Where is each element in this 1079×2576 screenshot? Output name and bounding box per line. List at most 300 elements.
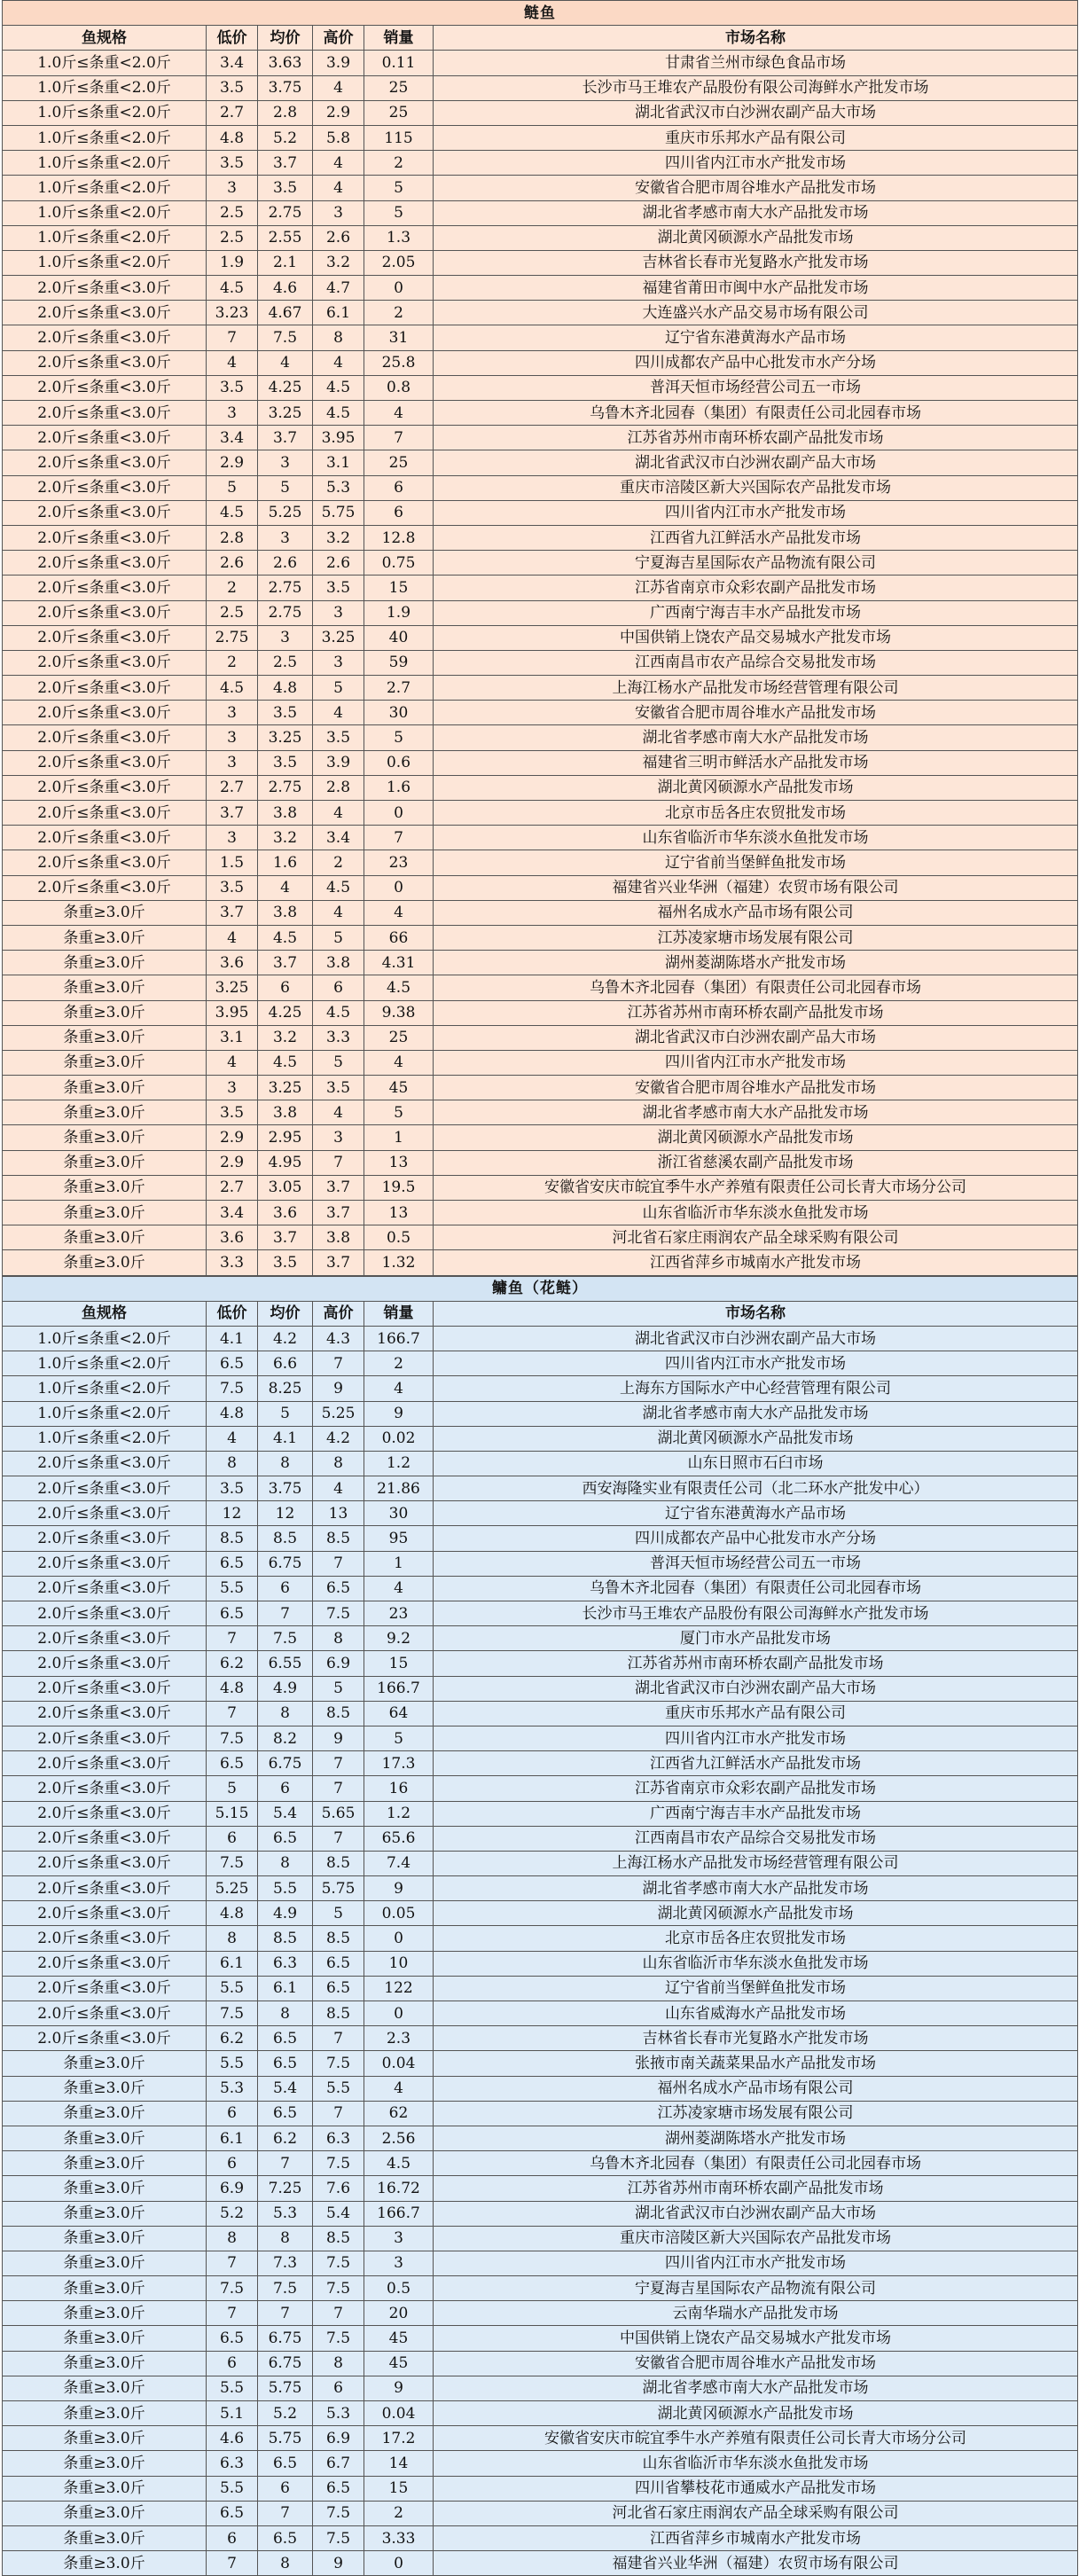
- cell-volume: 6: [364, 500, 434, 525]
- cell-low: 6: [207, 1826, 258, 1851]
- cell-low: 4.1: [207, 1326, 258, 1351]
- table-header-row: [3, 1301, 1078, 1326]
- cell-volume: 1.32: [364, 1250, 434, 1275]
- cell-spec: 2.0斤≤条重<3.0斤: [3, 1476, 207, 1501]
- cell-volume: 25: [364, 1025, 434, 1050]
- cell-market: 四川省内江市水产批发市场: [434, 2251, 1078, 2275]
- table-row: [3, 2351, 1078, 2376]
- table-row: [3, 1175, 1078, 1200]
- cell-avg: 5: [258, 1401, 313, 1426]
- cell-spec: 2.0斤≤条重<3.0斤: [3, 1651, 207, 1676]
- cell-market: 宁夏海吉星国际农产品物流有限公司: [434, 2276, 1078, 2301]
- cell-avg: 2.75: [258, 575, 313, 600]
- table-row: [3, 500, 1078, 525]
- cell-low: 7: [207, 1701, 258, 1726]
- cell-low: 3.5: [207, 151, 258, 176]
- table-row: [3, 276, 1078, 301]
- cell-market: 乌鲁木齐北园春（集团）有限责任公司北园春市场: [434, 401, 1078, 426]
- cell-low: 2.9: [207, 1125, 258, 1150]
- cell-low: 4: [207, 1426, 258, 1451]
- cell-low: 6.3: [207, 2451, 258, 2476]
- cell-high: 3.8: [313, 951, 364, 975]
- cell-low: 2.5: [207, 600, 258, 625]
- cell-volume: 2.56: [364, 2126, 434, 2150]
- cell-spec: 1.0斤≤条重<2.0斤: [3, 176, 207, 200]
- cell-volume: 15: [364, 575, 434, 600]
- cell-high: 5.65: [313, 1801, 364, 1826]
- cell-avg: 5.2: [258, 125, 313, 150]
- cell-market: 辽宁省前当堡鲜鱼批发市场: [434, 1976, 1078, 2001]
- cell-market: 河北省石家庄雨润农产品全球采购有限公司: [434, 1225, 1078, 1250]
- cell-spec: 1.0斤≤条重<2.0斤: [3, 1401, 207, 1426]
- cell-spec: 条重≥3.0斤: [3, 1175, 207, 1200]
- table-row: [3, 975, 1078, 1000]
- cell-volume: 4.5: [364, 975, 434, 1000]
- cell-low: 3.5: [207, 1100, 258, 1125]
- table-row: [3, 325, 1078, 350]
- cell-high: 4: [313, 350, 364, 375]
- cell-low: 6.1: [207, 1951, 258, 1976]
- cell-low: 4.5: [207, 500, 258, 525]
- cell-high: 3.5: [313, 575, 364, 600]
- cell-avg: 7.5: [258, 325, 313, 350]
- cell-high: 8: [313, 1451, 364, 1476]
- cell-high: 8: [313, 325, 364, 350]
- table-row: [3, 2451, 1078, 2476]
- cell-market: 湖北省武汉市白沙洲农副产品大市场: [434, 1676, 1078, 1701]
- cell-low: 3.25: [207, 975, 258, 1000]
- cell-spec: 条重≥3.0斤: [3, 2476, 207, 2501]
- cell-market: 西安海隆实业有限责任公司（北二环水产批发中心）: [434, 1476, 1078, 1501]
- cell-low: 6.9: [207, 2176, 258, 2201]
- cell-spec: 2.0斤≤条重<3.0斤: [3, 375, 207, 400]
- header-low: 低价: [207, 26, 258, 51]
- table-row: [3, 1651, 1078, 1676]
- cell-low: 6: [207, 2101, 258, 2126]
- table-row: [3, 1351, 1078, 1376]
- cell-market: 湖北黄冈硕源水产品批发市场: [434, 1901, 1078, 1926]
- cell-spec: 2.0斤≤条重<3.0斤: [3, 701, 207, 725]
- table-title-row: [3, 1, 1078, 26]
- bighead-carp-table: [2, 1276, 1078, 2576]
- cell-market: 乌鲁木齐北园春（集团）有限责任公司北园春市场: [434, 975, 1078, 1000]
- cell-volume: 59: [364, 650, 434, 675]
- cell-high: 3: [313, 650, 364, 675]
- cell-avg: 4.9: [258, 1901, 313, 1926]
- cell-volume: 17.3: [364, 1751, 434, 1776]
- cell-spec: 1.0斤≤条重<2.0斤: [3, 75, 207, 100]
- cell-high: 2.8: [313, 775, 364, 800]
- cell-avg: 5.4: [258, 1801, 313, 1826]
- cell-market: 湖北省武汉市白沙洲农副产品大市场: [434, 450, 1078, 475]
- table-row: [3, 1501, 1078, 1526]
- cell-avg: 12: [258, 1501, 313, 1526]
- cell-market: 大连盛兴水产品交易市场有限公司: [434, 301, 1078, 325]
- cell-volume: 31: [364, 325, 434, 350]
- table-row: [3, 1901, 1078, 1926]
- header-spec: 鱼规格: [3, 26, 207, 51]
- cell-market: 辽宁省东港黄海水产品市场: [434, 1501, 1078, 1526]
- cell-avg: 6.75: [258, 2351, 313, 2376]
- cell-market: 山东省威海水产品批发市场: [434, 2001, 1078, 2026]
- cell-avg: 8.5: [258, 1926, 313, 1951]
- cell-volume: 7: [364, 826, 434, 850]
- table-row: [3, 801, 1078, 826]
- cell-high: 4.5: [313, 401, 364, 426]
- cell-high: 3: [313, 600, 364, 625]
- cell-avg: 4.2: [258, 1326, 313, 1351]
- cell-volume: 16.72: [364, 2176, 434, 2201]
- cell-market: 长沙市马王堆农产品股份有限公司海鲜水产批发市场: [434, 1601, 1078, 1626]
- table-row: [3, 1076, 1078, 1100]
- cell-high: 7: [313, 2301, 364, 2326]
- cell-volume: 9.38: [364, 1000, 434, 1025]
- cell-volume: 0: [364, 2551, 434, 2576]
- cell-volume: 95: [364, 1526, 434, 1551]
- cell-spec: 1.0斤≤条重<2.0斤: [3, 250, 207, 275]
- cell-avg: 8: [258, 2226, 313, 2251]
- cell-low: 7.5: [207, 1726, 258, 1750]
- cell-avg: 3.7: [258, 951, 313, 975]
- cell-high: 6.1: [313, 301, 364, 325]
- table-row: [3, 2101, 1078, 2126]
- cell-spec: 条重≥3.0斤: [3, 2226, 207, 2251]
- cell-avg: 1.6: [258, 850, 313, 875]
- cell-volume: 4.31: [364, 951, 434, 975]
- table-row: [3, 426, 1078, 450]
- cell-spec: 条重≥3.0斤: [3, 2525, 207, 2550]
- cell-volume: 15: [364, 2476, 434, 2501]
- table-row: [3, 1000, 1078, 1025]
- cell-low: 3.7: [207, 801, 258, 826]
- table-row: [3, 1551, 1078, 1576]
- cell-low: 3: [207, 1076, 258, 1100]
- cell-volume: 166.7: [364, 2201, 434, 2226]
- cell-low: 3: [207, 725, 258, 750]
- cell-high: 4.7: [313, 276, 364, 301]
- cell-avg: 7: [258, 2151, 313, 2176]
- cell-low: 2: [207, 575, 258, 600]
- table-row: [3, 1326, 1078, 1351]
- cell-high: 3.7: [313, 1250, 364, 1275]
- cell-high: 7.5: [313, 1601, 364, 1626]
- cell-high: 5.3: [313, 2401, 364, 2426]
- cell-high: 3.9: [313, 51, 364, 75]
- cell-market: 湖北黄冈硕源水产品批发市场: [434, 1426, 1078, 1451]
- cell-volume: 6: [364, 475, 434, 500]
- cell-market: 湖州菱湖陈塔水产批发市场: [434, 2126, 1078, 2150]
- cell-high: 3.95: [313, 426, 364, 450]
- cell-market: 乌鲁木齐北园春（集团）有限责任公司北园春市场: [434, 2151, 1078, 2176]
- cell-spec: 2.0斤≤条重<3.0斤: [3, 1726, 207, 1750]
- cell-high: 3.7: [313, 1201, 364, 1225]
- cell-market: 江西南昌市农产品综合交易批发市场: [434, 650, 1078, 675]
- cell-spec: 2.0斤≤条重<3.0斤: [3, 426, 207, 450]
- cell-high: 3: [313, 1125, 364, 1150]
- cell-avg: 6: [258, 1576, 313, 1601]
- cell-volume: 9: [364, 1401, 434, 1426]
- cell-avg: 5.2: [258, 2401, 313, 2426]
- cell-spec: 2.0斤≤条重<3.0斤: [3, 600, 207, 625]
- cell-low: 1.9: [207, 250, 258, 275]
- cell-spec: 条重≥3.0斤: [3, 1225, 207, 1250]
- table-title: 鲢鱼: [3, 1, 1078, 26]
- cell-spec: 1.0斤≤条重<2.0斤: [3, 51, 207, 75]
- cell-market: 福建省兴业华洲（福建）农贸市场有限公司: [434, 875, 1078, 900]
- cell-avg: 2.6: [258, 551, 313, 575]
- cell-low: 6: [207, 2151, 258, 2176]
- table-row: [3, 2001, 1078, 2026]
- cell-avg: 3.5: [258, 176, 313, 200]
- cell-avg: 6.6: [258, 1351, 313, 1376]
- table-row: [3, 525, 1078, 550]
- table-row: [3, 1576, 1078, 1601]
- cell-spec: 2.0斤≤条重<3.0斤: [3, 1601, 207, 1626]
- cell-spec: 条重≥3.0斤: [3, 1150, 207, 1175]
- cell-avg: 6.5: [258, 2451, 313, 2476]
- cell-high: 6.5: [313, 1576, 364, 1601]
- cell-low: 1.5: [207, 850, 258, 875]
- cell-volume: 2.7: [364, 676, 434, 701]
- cell-high: 5.5: [313, 2076, 364, 2101]
- cell-market: 湖北省武汉市白沙洲农副产品大市场: [434, 1326, 1078, 1351]
- cell-spec: 2.0斤≤条重<3.0斤: [3, 1751, 207, 1776]
- cell-high: 8: [313, 1626, 364, 1651]
- cell-high: 7: [313, 1776, 364, 1801]
- cell-low: 5.5: [207, 2376, 258, 2400]
- cell-high: 4.5: [313, 1000, 364, 1025]
- cell-spec: 条重≥3.0斤: [3, 1250, 207, 1275]
- cell-volume: 166.7: [364, 1326, 434, 1351]
- cell-avg: 3.05: [258, 1175, 313, 1200]
- cell-volume: 0.75: [364, 551, 434, 575]
- cell-market: 湖北省孝感市南大水产品批发市场: [434, 1876, 1078, 1901]
- cell-volume: 0: [364, 276, 434, 301]
- cell-spec: 条重≥3.0斤: [3, 2151, 207, 2176]
- cell-avg: 6.75: [258, 1551, 313, 1576]
- cell-market: 山东省临沂市华东淡水鱼批发市场: [434, 826, 1078, 850]
- table-row: [3, 600, 1078, 625]
- table-row: [3, 2525, 1078, 2550]
- table-row: [3, 2476, 1078, 2501]
- cell-spec: 条重≥3.0斤: [3, 1025, 207, 1050]
- cell-spec: 1.0斤≤条重<2.0斤: [3, 1351, 207, 1376]
- cell-market: 上海江杨水产品批发市场经营管理有限公司: [434, 676, 1078, 701]
- cell-market: 湖北省孝感市南大水产品批发市场: [434, 2376, 1078, 2400]
- cell-market: 湖北省武汉市白沙洲农副产品大市场: [434, 2201, 1078, 2226]
- cell-low: 2.6: [207, 551, 258, 575]
- cell-high: 8.5: [313, 1526, 364, 1551]
- cell-market: 湖州菱湖陈塔水产批发市场: [434, 951, 1078, 975]
- cell-high: 5.3: [313, 475, 364, 500]
- table-row: [3, 775, 1078, 800]
- cell-volume: 20: [364, 2301, 434, 2326]
- cell-avg: 3.5: [258, 1250, 313, 1275]
- cell-volume: 0: [364, 875, 434, 900]
- cell-avg: 8: [258, 1451, 313, 1476]
- cell-market: 江西省萍乡市城南水产批发市场: [434, 2525, 1078, 2550]
- table-row: [3, 1426, 1078, 1451]
- cell-high: 3.25: [313, 625, 364, 650]
- cell-high: 5.75: [313, 1876, 364, 1901]
- cell-market: 江苏省苏州市南环桥农副产品批发市场: [434, 1651, 1078, 1676]
- cell-market: 普洱天恒市场经营公司五一市场: [434, 375, 1078, 400]
- header-spec: 鱼规格: [3, 1301, 207, 1326]
- cell-high: 5.8: [313, 125, 364, 150]
- table-row: [3, 1626, 1078, 1651]
- cell-low: 8: [207, 1926, 258, 1951]
- cell-spec: 1.0斤≤条重<2.0斤: [3, 151, 207, 176]
- cell-spec: 条重≥3.0斤: [3, 2326, 207, 2351]
- cell-avg: 2.5: [258, 650, 313, 675]
- cell-spec: 条重≥3.0斤: [3, 2401, 207, 2426]
- cell-avg: 3.2: [258, 826, 313, 850]
- cell-volume: 1: [364, 1125, 434, 1150]
- cell-market: 山东省临沂市华东淡水鱼批发市场: [434, 1951, 1078, 1976]
- cell-market: 湖北省孝感市南大水产品批发市场: [434, 1401, 1078, 1426]
- cell-market: 重庆市乐邦水产品有限公司: [434, 1701, 1078, 1726]
- cell-volume: 0.5: [364, 1225, 434, 1250]
- cell-avg: 4.9: [258, 1676, 313, 1701]
- cell-avg: 3.25: [258, 725, 313, 750]
- cell-low: 6: [207, 2525, 258, 2550]
- cell-high: 3.9: [313, 750, 364, 775]
- cell-low: 3.4: [207, 51, 258, 75]
- cell-avg: 3.7: [258, 151, 313, 176]
- table-row: [3, 2051, 1078, 2076]
- cell-volume: 4: [364, 1376, 434, 1401]
- cell-spec: 条重≥3.0斤: [3, 2451, 207, 2476]
- cell-volume: 3.33: [364, 2525, 434, 2550]
- cell-spec: 2.0斤≤条重<3.0斤: [3, 301, 207, 325]
- cell-avg: 6.2: [258, 2126, 313, 2150]
- cell-low: 7.5: [207, 1851, 258, 1875]
- cell-volume: 30: [364, 701, 434, 725]
- cell-market: 江苏省苏州市南环桥农副产品批发市场: [434, 2176, 1078, 2201]
- cell-spec: 条重≥3.0斤: [3, 2426, 207, 2451]
- header-volume: 销量: [364, 26, 434, 51]
- cell-high: 8.5: [313, 1851, 364, 1875]
- cell-spec: 2.0斤≤条重<3.0斤: [3, 350, 207, 375]
- cell-spec: 1.0斤≤条重<2.0斤: [3, 1376, 207, 1401]
- cell-high: 7: [313, 1551, 364, 1576]
- cell-market: 普洱天恒市场经营公司五一市场: [434, 1551, 1078, 1576]
- cell-volume: 7.4: [364, 1851, 434, 1875]
- cell-low: 5: [207, 475, 258, 500]
- cell-spec: 条重≥3.0斤: [3, 2351, 207, 2376]
- cell-market: 湖北省武汉市白沙洲农副产品大市场: [434, 100, 1078, 125]
- cell-high: 5: [313, 925, 364, 950]
- cell-spec: 条重≥3.0斤: [3, 900, 207, 925]
- cell-spec: 2.0斤≤条重<3.0斤: [3, 450, 207, 475]
- cell-market: 安徽省合肥市周谷堆水产品批发市场: [434, 701, 1078, 725]
- cell-avg: 3.7: [258, 426, 313, 450]
- cell-low: 2.9: [207, 450, 258, 475]
- cell-market: 北京市岳各庄农贸批发市场: [434, 1926, 1078, 1951]
- cell-market: 宁夏海吉星国际农产品物流有限公司: [434, 551, 1078, 575]
- cell-volume: 23: [364, 1601, 434, 1626]
- cell-high: 7: [313, 1751, 364, 1776]
- cell-volume: 122: [364, 1976, 434, 2001]
- cell-spec: 2.0斤≤条重<3.0斤: [3, 1676, 207, 1701]
- cell-market: 吉林省长春市光复路水产批发市场: [434, 2026, 1078, 2051]
- cell-low: 5.1: [207, 2401, 258, 2426]
- cell-low: 3: [207, 701, 258, 725]
- cell-avg: 8.2: [258, 1726, 313, 1750]
- table-row: [3, 1601, 1078, 1626]
- cell-spec: 2.0斤≤条重<3.0斤: [3, 1551, 207, 1576]
- table-row: [3, 1951, 1078, 1976]
- cell-low: 6: [207, 2351, 258, 2376]
- cell-market: 山东日照市石臼市场: [434, 1451, 1078, 1476]
- cell-volume: 4: [364, 1050, 434, 1075]
- cell-low: 7.5: [207, 1376, 258, 1401]
- cell-volume: 0: [364, 1926, 434, 1951]
- cell-high: 3.1: [313, 450, 364, 475]
- cell-market: 江苏省南京市众彩农副产品批发市场: [434, 1776, 1078, 1801]
- table-row: [3, 1025, 1078, 1050]
- cell-spec: 2.0斤≤条重<3.0斤: [3, 725, 207, 750]
- cell-avg: 3.2: [258, 1025, 313, 1050]
- cell-low: 2.9: [207, 1150, 258, 1175]
- cell-low: 6.5: [207, 2326, 258, 2351]
- cell-avg: 7: [258, 2301, 313, 2326]
- cell-avg: 8.25: [258, 1376, 313, 1401]
- cell-market: 江西省萍乡市城南水产批发市场: [434, 1250, 1078, 1275]
- cell-spec: 1.0斤≤条重<2.0斤: [3, 1426, 207, 1451]
- cell-spec: 条重≥3.0斤: [3, 2551, 207, 2576]
- cell-spec: 1.0斤≤条重<2.0斤: [3, 100, 207, 125]
- cell-high: 7.5: [313, 2151, 364, 2176]
- table-row: [3, 1726, 1078, 1750]
- table-row: [3, 225, 1078, 250]
- table-row: [3, 375, 1078, 400]
- cell-market: 湖北省孝感市南大水产品批发市场: [434, 725, 1078, 750]
- cell-avg: 3: [258, 525, 313, 550]
- cell-low: 3.5: [207, 875, 258, 900]
- cell-volume: 0: [364, 2001, 434, 2026]
- cell-avg: 6.5: [258, 2051, 313, 2076]
- silver-carp-table-body: [3, 1, 1078, 1276]
- cell-volume: 4: [364, 1576, 434, 1601]
- cell-low: 3.4: [207, 1201, 258, 1225]
- cell-spec: 1.0斤≤条重<2.0斤: [3, 125, 207, 150]
- header-market: 市场名称: [434, 26, 1078, 51]
- cell-volume: 9.2: [364, 1626, 434, 1651]
- table-row: [3, 2401, 1078, 2426]
- cell-low: 3.7: [207, 900, 258, 925]
- table-row: [3, 1701, 1078, 1726]
- cell-spec: 2.0斤≤条重<3.0斤: [3, 1926, 207, 1951]
- cell-high: 4: [313, 176, 364, 200]
- cell-avg: 6.75: [258, 2326, 313, 2351]
- cell-avg: 3.7: [258, 1225, 313, 1250]
- cell-spec: 条重≥3.0斤: [3, 2126, 207, 2150]
- cell-low: 4: [207, 1050, 258, 1075]
- cell-market: 江苏省南京市众彩农副产品批发市场: [434, 575, 1078, 600]
- cell-low: 2.5: [207, 200, 258, 225]
- cell-avg: 4: [258, 875, 313, 900]
- cell-avg: 3.75: [258, 1476, 313, 1501]
- cell-market: 江苏凌家塘市场发展有限公司: [434, 925, 1078, 950]
- table-row: [3, 2151, 1078, 2176]
- cell-avg: 4.67: [258, 301, 313, 325]
- table-row: [3, 1826, 1078, 1851]
- cell-avg: 8: [258, 2551, 313, 2576]
- cell-low: 3.5: [207, 1476, 258, 1501]
- cell-low: 4.5: [207, 676, 258, 701]
- cell-spec: 1.0斤≤条重<2.0斤: [3, 200, 207, 225]
